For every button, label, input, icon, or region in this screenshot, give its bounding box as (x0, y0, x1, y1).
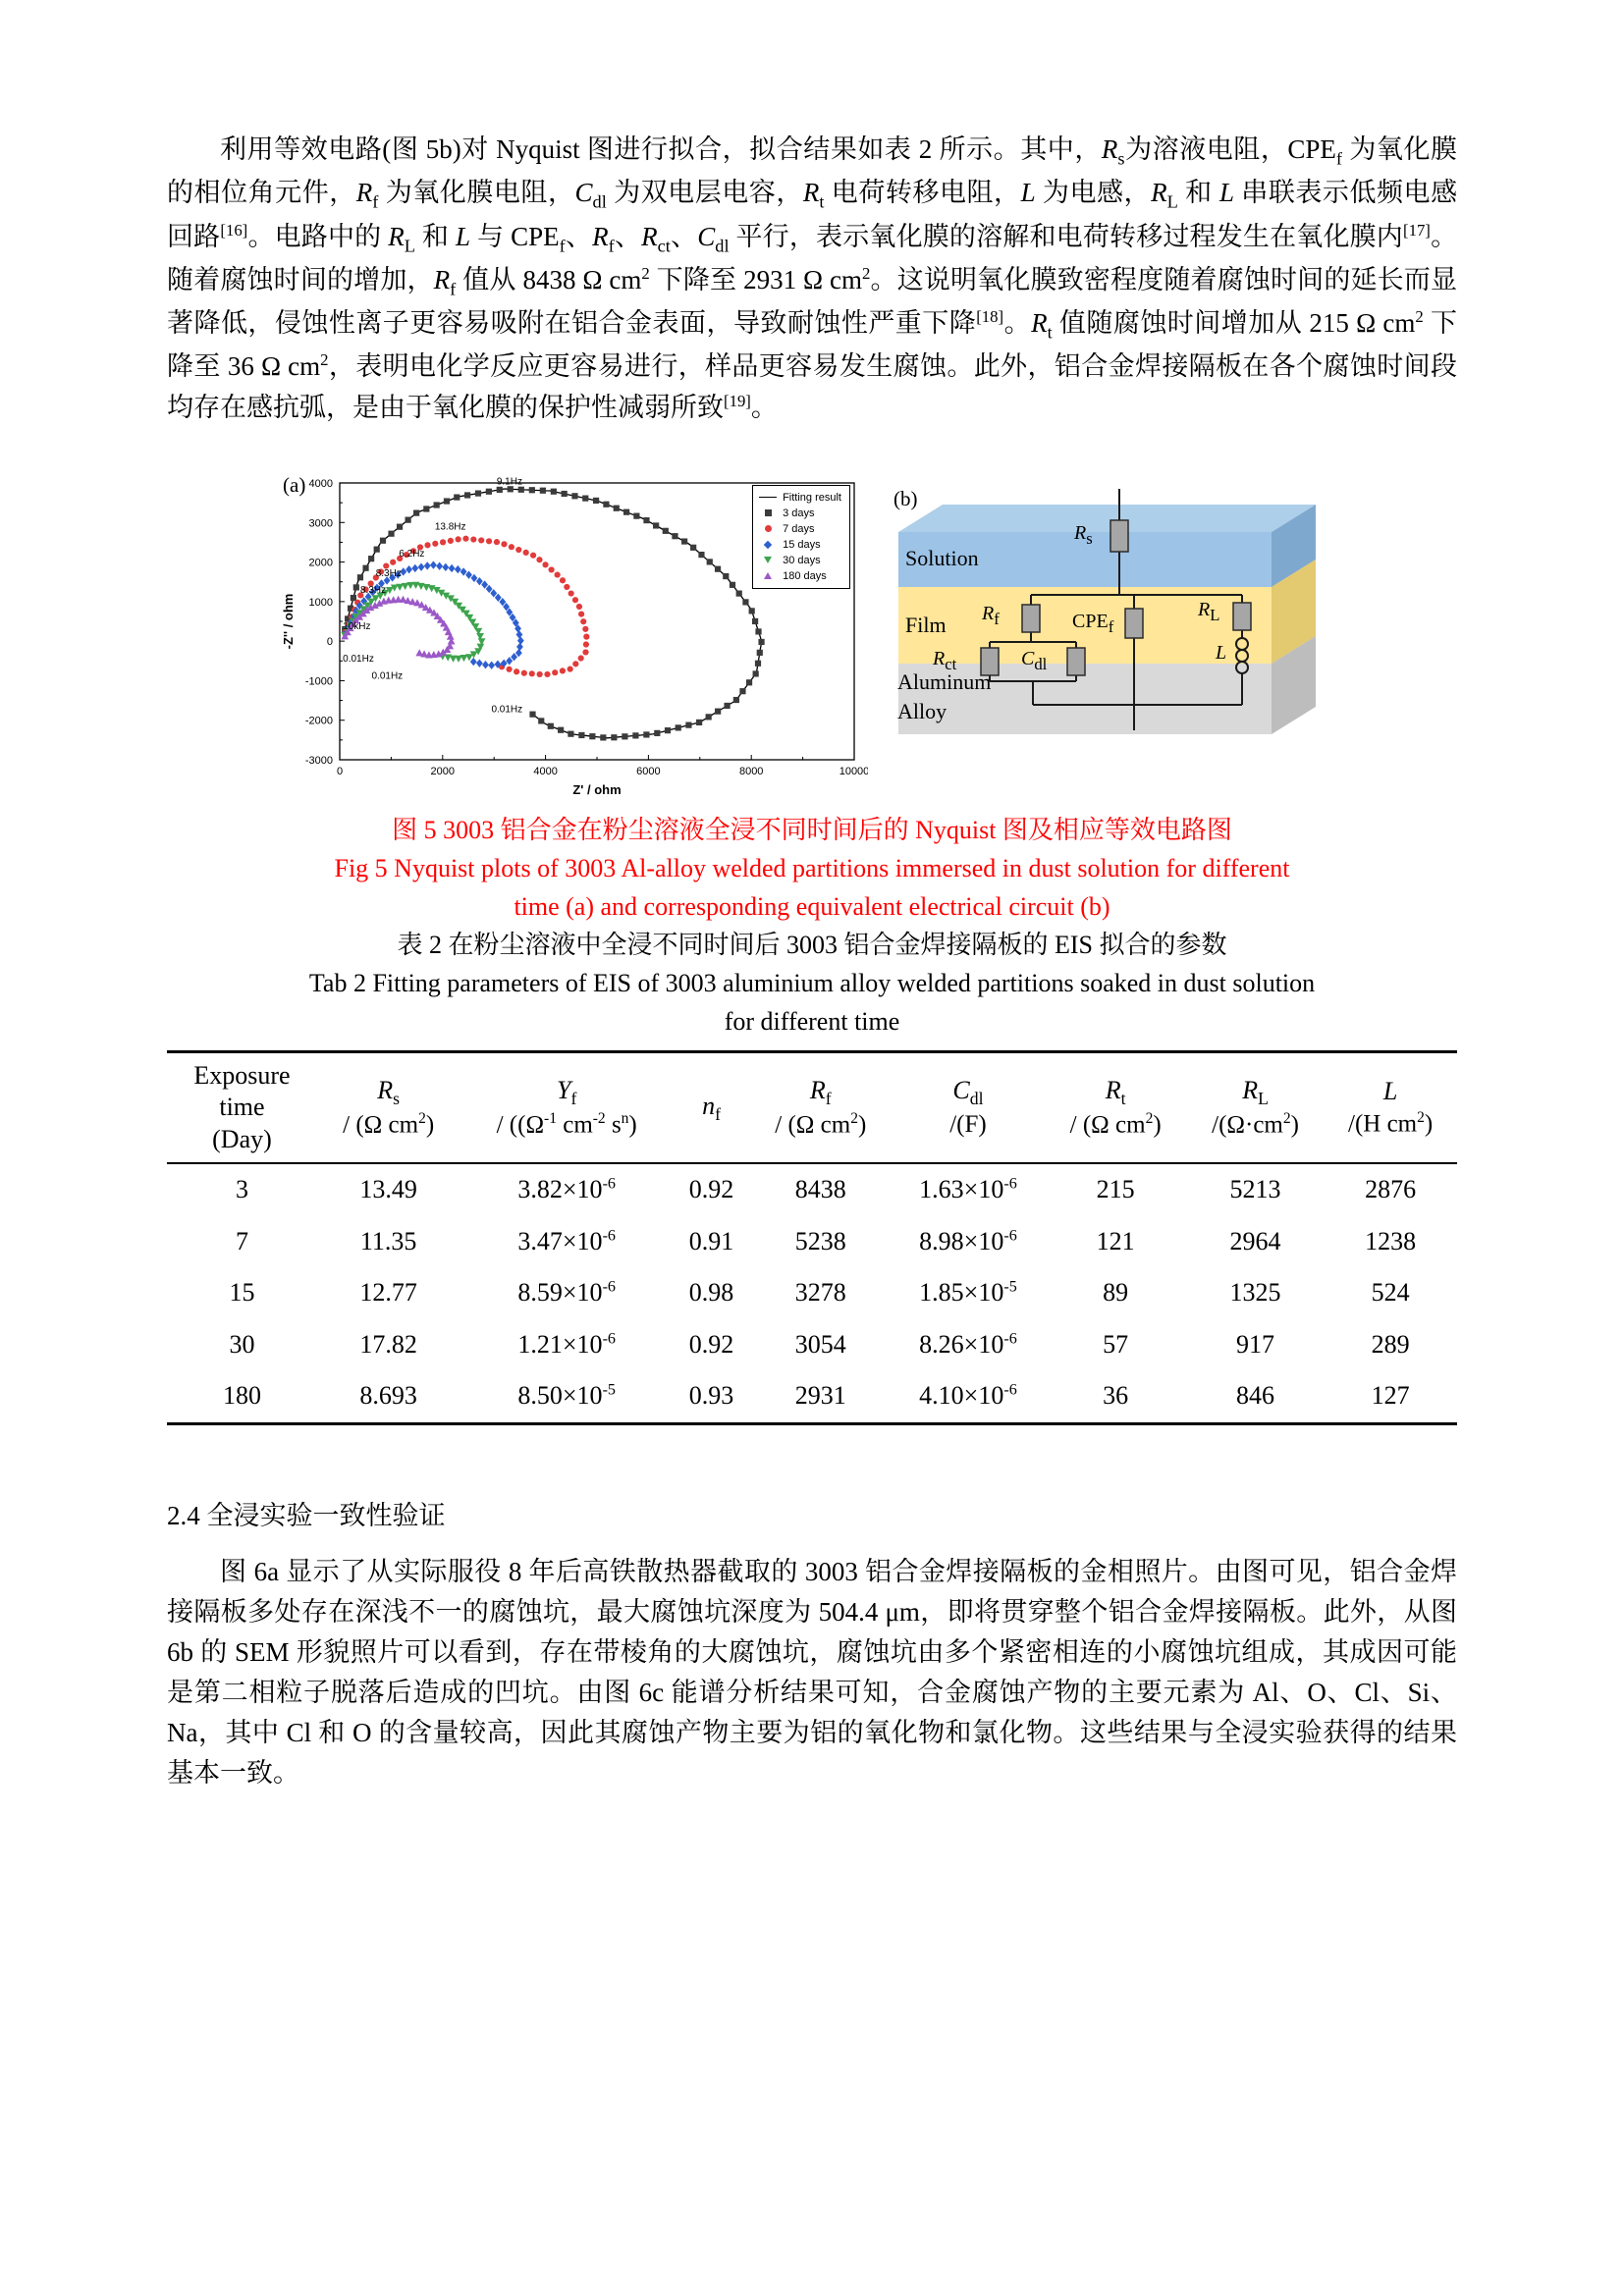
data-point (696, 719, 702, 724)
data-point (560, 577, 566, 583)
data-point (739, 688, 745, 694)
legend-entry: 180 days (759, 568, 841, 584)
data-point (589, 733, 595, 739)
data-point (571, 493, 577, 499)
column-header: $R_t$ / (Ω $cm^2$) (1069, 1075, 1162, 1139)
triangle-down-marker-swatch (764, 557, 772, 563)
table-cell: 846 (1236, 1381, 1275, 1411)
x-tick-label: 8000 (738, 765, 764, 777)
panel-a-label: (a) (283, 472, 306, 497)
data-point (368, 556, 374, 561)
data-point (417, 582, 425, 589)
table-cell: 0.92 (688, 1329, 734, 1359)
table-cell: 121 (1096, 1226, 1135, 1255)
data-point (578, 655, 584, 661)
table-cell: $1.85\times 10^{-5}$ (919, 1278, 1017, 1308)
data-point (755, 628, 761, 634)
data-point (444, 498, 450, 504)
solution-layer-label: Solution (905, 545, 979, 570)
data-point (755, 660, 761, 666)
y-tick-label: -1000 (304, 674, 333, 687)
table-cell: 524 (1371, 1278, 1410, 1308)
data-point (632, 732, 638, 738)
data-point (746, 679, 752, 685)
data-point (542, 561, 548, 567)
data-point (698, 552, 704, 558)
cpef-label: $CPE_f$ (1072, 610, 1114, 636)
data-point (653, 522, 659, 528)
table-cell: 127 (1371, 1381, 1410, 1411)
data-point (478, 537, 484, 543)
data-point (572, 597, 578, 603)
data-point (568, 590, 574, 596)
data-point (681, 538, 687, 544)
frequency-annotation: 0.01Hz (343, 653, 374, 665)
data-point (742, 599, 748, 605)
frequency-annotation: 10kHz (343, 620, 371, 632)
square-marker-swatch (765, 509, 772, 516)
equivalent-circuit-panel (884, 473, 1345, 797)
data-point (486, 538, 492, 544)
table-cell: 289 (1371, 1329, 1410, 1359)
cdl-label: $C_{dl}$ (1021, 647, 1048, 673)
section-2-4-heading: 2.4 全浸实验一致性验证 (167, 1500, 446, 1530)
table-cell: 57 (1103, 1329, 1129, 1359)
data-point (614, 505, 620, 510)
figure5-caption-en-line1: Fig 5 Nyquist plots of 3003 Al-alloy welded partitions immersed in dust solution for different (334, 853, 1290, 882)
table-cell: 3054 (794, 1329, 846, 1359)
resistor-rs (1110, 520, 1128, 552)
data-point (422, 584, 430, 591)
data-point (690, 544, 696, 550)
data-point (470, 657, 477, 665)
data-point (450, 655, 458, 662)
data-point (516, 642, 523, 650)
frequency-annotation: 0.01Hz (491, 704, 523, 716)
table-cell: 17.82 (359, 1329, 417, 1359)
table-cell: 13.49 (359, 1175, 417, 1204)
column-header: $C_{dl}$ /(F) (949, 1076, 987, 1139)
data-point (449, 563, 456, 571)
data-point (758, 638, 764, 644)
data-point (405, 516, 410, 522)
data-point (517, 636, 524, 644)
capacitor-cdl (1067, 648, 1085, 675)
column-header: $R_f$ / (Ω $cm^2$) (775, 1075, 867, 1139)
data-point (448, 537, 454, 543)
column-header: L /(H $cm^2$) (1348, 1077, 1434, 1138)
table-cell: 2931 (794, 1381, 846, 1411)
data-point (685, 721, 691, 727)
y-tick-label: 4000 (308, 477, 333, 490)
y-tick-label: 3000 (308, 516, 333, 529)
figure5 (167, 469, 1457, 803)
table-cell: 8.693 (359, 1381, 417, 1411)
column-header: $Y_f$ / (($\Omega^{-1}$ $cm^{-2}$ $s^n$) (496, 1075, 637, 1139)
frequency-annotation: 0.01Hz (371, 669, 404, 681)
table-cell: 0.98 (688, 1278, 734, 1308)
table-row (167, 1163, 1457, 1216)
data-point (676, 724, 681, 730)
chart-legend (752, 485, 850, 589)
data-point (501, 541, 507, 547)
data-point (415, 649, 423, 656)
data-point (464, 492, 470, 498)
data-point (430, 561, 437, 568)
table-cell: $8.59\times 10^{-6}$ (517, 1278, 616, 1308)
data-point (576, 603, 582, 609)
table-cell: 30 (229, 1329, 255, 1359)
data-point (475, 490, 481, 496)
data-point (516, 630, 523, 638)
data-point (537, 670, 543, 676)
data-point (568, 730, 573, 736)
table-cell: 8438 (794, 1175, 846, 1204)
table-cell: $3.47\times 10^{-6}$ (517, 1226, 616, 1255)
data-point (600, 734, 606, 740)
data-point (633, 512, 639, 518)
data-point (706, 714, 712, 720)
panel-b-label: (b) (893, 486, 918, 510)
data-point (497, 486, 503, 492)
resistor-rf (1022, 605, 1040, 632)
legend-entry: 7 days (759, 521, 841, 537)
data-point (730, 581, 735, 587)
table-cell: 7 (235, 1226, 248, 1255)
column-header: $n_f$ (702, 1091, 721, 1124)
data-point (564, 583, 569, 589)
data-point (736, 590, 742, 596)
data-point (568, 666, 573, 671)
data-point (583, 633, 589, 639)
data-point (388, 530, 394, 536)
column-header: $R_L$ $/(\Omega\cdot cm^2)$ (1212, 1075, 1299, 1139)
data-point (562, 490, 568, 496)
data-point (434, 502, 440, 507)
data-point (529, 711, 535, 717)
table-cell: 0.93 (688, 1381, 734, 1411)
y-tick-label: 2000 (308, 557, 333, 569)
legend-entry: Fitting result (759, 490, 841, 506)
table-cell: 5213 (1229, 1175, 1281, 1204)
data-point (715, 565, 721, 571)
data-point (665, 727, 671, 733)
data-point (749, 608, 755, 614)
fit-line-swatch (759, 497, 777, 498)
y-tick-label: -2000 (304, 715, 333, 727)
data-point (357, 574, 363, 580)
data-point (380, 537, 386, 543)
data-point (390, 559, 396, 564)
data-point (578, 611, 584, 616)
data-point (733, 696, 739, 702)
table-cell: 12.77 (359, 1278, 417, 1308)
data-point (521, 669, 527, 675)
table-cell: $8.26\times 10^{-6}$ (919, 1329, 1017, 1359)
data-point (406, 564, 412, 572)
paragraph-eis-analysis: 利用等效电路(图 5b)对 Nyquist 图进行拟合，拟合结果如表 2 所示。其中，$R_s$为溶液电阻，$CPE_f$ 为氧化膜的相位角元件，$R_f$ 为氧化膜电阻，$C_{dl}$ 为双电层电容，$R_t$ 电荷转移电阻，L 为电感，$R_L$ 和 L 串联表示低频电感回路[16]。电路中的 $R_L$ 和 L 与 $CPE_f$、$R_f$、$R_{ct}$、$C_{dl}$ 平行，表示氧化膜的溶解和电荷转移过程发生在氧化膜内[17]。随着腐蚀时间的增加，$R_f$ 值从 8438 Ω $cm^2$ 下降至 2931 Ω $cm^2$。这说明氧化膜致密程度随着腐蚀时间的延长而显著降低，侵蚀性离子更容易吸附在铝合金表面，导致耐蚀性严重下降[18]。$R_t$ 值随腐蚀时间增加从 215 Ω $cm^2$ 下降至 36 Ω $cm^2$，表明电化学反应更容易进行，样品更容易发生腐蚀。此外，铝合金焊接隔板在各个腐蚀时间段均存在感抗弧，是由于氧化膜的保护性减弱所致[19]。 (167, 134, 1458, 422)
data-point (548, 566, 554, 572)
data-point (523, 549, 529, 555)
data-point (643, 517, 649, 523)
frequency-annotation: 9.1Hz (496, 476, 522, 488)
table-row (167, 1267, 1457, 1319)
data-point (351, 595, 356, 601)
y-tick-label: -3000 (304, 754, 333, 767)
table-cell: 3 (235, 1175, 248, 1204)
data-point (572, 661, 578, 667)
data-point (715, 708, 721, 714)
table-cell: $1.63\times 10^{-6}$ (919, 1175, 1017, 1204)
data-point (643, 731, 649, 737)
data-point (555, 571, 561, 577)
data-point (723, 572, 729, 578)
data-point (752, 617, 758, 623)
data-point (593, 497, 599, 503)
data-point (529, 670, 535, 676)
table-cell: 1325 (1229, 1278, 1281, 1308)
table-row (167, 1370, 1457, 1423)
data-point (476, 659, 483, 667)
table-cell: 215 (1096, 1175, 1135, 1204)
table-cell: 917 (1236, 1329, 1275, 1359)
data-point (411, 563, 418, 571)
data-point (529, 487, 535, 493)
data-point (582, 649, 588, 655)
data-point (486, 488, 492, 494)
solution-layer-top (898, 505, 1316, 532)
table-cell: 5238 (794, 1226, 846, 1255)
data-point (509, 544, 514, 550)
table-cell: $8.50\times 10^{-5}$ (517, 1381, 616, 1411)
nyquist-plot-panel (279, 469, 868, 803)
y-tick-label: 1000 (308, 596, 333, 609)
table-cell: 15 (229, 1278, 255, 1308)
data-point (663, 527, 669, 533)
data-point (418, 562, 425, 570)
table2-caption-en-line2: for different time (724, 1006, 900, 1036)
x-tick-label: 10000 (839, 765, 868, 777)
figure5-caption-zh: 图 5 3003 铝合金在粉尘溶液全浸不同时间后的 Nyquist 图及相应等效电路图 (392, 815, 1232, 844)
data-point (623, 508, 629, 514)
data-point (724, 702, 730, 708)
table-cell: 2876 (1365, 1175, 1417, 1204)
table-header-row (167, 1051, 1457, 1163)
data-point (397, 523, 403, 529)
x-tick-label: 6000 (636, 765, 661, 777)
data-point (580, 618, 586, 624)
data-point (552, 669, 558, 675)
data-point (611, 734, 617, 740)
legend-entry: 30 days (759, 553, 841, 568)
data-point (622, 733, 627, 739)
data-point (506, 666, 512, 671)
data-point (707, 559, 713, 564)
data-point (454, 494, 460, 500)
data-point (540, 487, 546, 493)
data-point (558, 726, 564, 732)
data-point (583, 641, 589, 647)
legend-entry: 3 days (759, 506, 841, 521)
data-point (560, 667, 566, 673)
data-point (470, 536, 476, 542)
y-tick-label: 0 (326, 635, 333, 648)
cpe-f-element (1125, 609, 1143, 638)
data-point (551, 488, 557, 494)
data-point (536, 557, 542, 562)
circle-marker-swatch (765, 525, 772, 532)
eis-parameters-table (167, 1050, 1457, 1425)
data-point (413, 509, 419, 515)
table-cell: $8.98\times 10^{-6}$ (919, 1226, 1017, 1255)
legend-entry: 15 days (759, 537, 841, 553)
data-point (514, 668, 519, 674)
data-point (442, 562, 449, 570)
y-axis-label: -Z'' / ohm (281, 593, 296, 649)
table-cell: $3.82\times 10^{-6}$ (517, 1175, 616, 1204)
data-point (412, 581, 420, 588)
data-point (603, 501, 609, 507)
x-tick-label: 4000 (533, 765, 558, 777)
figure5-caption-en-line2: time (a) and corresponding equivalent electrical circuit (b) (514, 891, 1110, 921)
data-point (538, 718, 544, 723)
rct-label: $R_{ct}$ (933, 647, 957, 673)
data-point (353, 584, 359, 590)
data-point (582, 625, 588, 631)
rl-label: $R_L$ (1198, 598, 1220, 624)
data-point (462, 535, 468, 541)
column-header: Exposure time (Day) (193, 1060, 291, 1153)
frequency-annotation: 8.3Hz (359, 584, 387, 596)
data-point (488, 661, 495, 668)
rf-label: $R_f$ (982, 602, 1000, 628)
film-layer-label: Film (905, 612, 947, 637)
diamond-marker-swatch (764, 540, 772, 548)
table-row (167, 1216, 1457, 1268)
data-point (582, 495, 588, 501)
data-point (424, 542, 430, 548)
data-point (544, 670, 550, 676)
resistor-rl (1233, 603, 1251, 630)
column-header: $R_s$ / (Ω $cm^2$) (343, 1075, 435, 1139)
data-point (423, 506, 429, 511)
table-row (167, 1319, 1457, 1371)
data-point (374, 546, 380, 552)
table-cell: 11.35 (359, 1226, 417, 1255)
table-cell: 1238 (1365, 1226, 1417, 1255)
table-cell: 2964 (1229, 1226, 1281, 1255)
table-cell: 36 (1103, 1381, 1129, 1411)
data-point (654, 729, 660, 735)
table2-caption-zh: 表 2 在粉尘溶液中全浸不同时间后 3003 铝合金焊接隔板的 EIS 拟合的参数 (397, 930, 1227, 959)
alloy-layer-label-line2: Alloy (897, 698, 947, 723)
triangle-up-marker-swatch (764, 572, 772, 579)
data-point (530, 552, 536, 558)
alloy-layer-label-line1: Aluminum (897, 668, 992, 694)
l-label: L (1216, 641, 1227, 664)
table-cell: 89 (1103, 1278, 1129, 1308)
data-point (515, 547, 521, 553)
data-point (440, 539, 446, 545)
data-point (456, 536, 461, 542)
data-point (672, 533, 677, 539)
table-cell: $4.10\times 10^{-6}$ (919, 1381, 1017, 1411)
data-point (482, 661, 489, 668)
data-point (362, 564, 368, 570)
data-point (494, 539, 500, 545)
data-point (436, 561, 443, 569)
data-point (432, 540, 438, 546)
x-tick-label: 2000 (430, 765, 456, 777)
data-point (548, 722, 554, 728)
fitting-line (345, 489, 761, 738)
table-body (167, 1163, 1457, 1423)
table-cell: 180 (222, 1381, 261, 1411)
table-cell: 0.91 (688, 1226, 734, 1255)
table-cell: 3278 (794, 1278, 846, 1308)
data-point (578, 731, 584, 737)
frequency-annotation: 8.3Hz (375, 567, 402, 579)
table-cell: 0.92 (688, 1175, 734, 1204)
data-point (424, 561, 431, 569)
rs-label: $R_s$ (1074, 521, 1093, 548)
x-axis-label: Z' / ohm (572, 781, 622, 797)
data-point (455, 564, 461, 572)
circuit-diagram (884, 473, 1345, 797)
frequency-annotation: 13.8Hz (434, 521, 466, 533)
table-cell: $1.21\times 10^{-6}$ (517, 1329, 616, 1359)
frequency-annotation: 6.2Hz (399, 548, 425, 560)
data-point (757, 649, 763, 655)
table2-caption-en-line1: Tab 2 Fitting parameters of EIS of 3003 aluminium alloy welded partitions soaked in dust solution (308, 968, 1316, 997)
x-tick-label: 0 (336, 765, 344, 777)
data-point (753, 670, 759, 676)
paragraph-verification: 图 6a 显示了从实际服役 8 年后高铁散热器截取的 3003 铝合金焊接隔板的金相照片。由图可见，铝合金焊接隔板多处存在深浅不一的腐蚀坑，最大腐蚀坑深度为 504.4 μm，即将贯穿整个铝合金焊接隔板。此外，从图 6b 的 SEM 形貌照片可以看到，存在带棱角的大腐蚀坑，腐蚀坑由多个紧密相连的小腐蚀坑组成，其成因可能是第二相粒子脱落后造成的凹坑。由图 6c 能谱分析结果可知，合金腐蚀产物的主要元素为 Al、O、Cl、Si、Na，其中 Cl 和 O 的含量较高，因此其腐蚀产物主要为铝的氧化物和氯化物。这些结果与全浸实验获得的结果基本一致。 (167, 1556, 1457, 1788)
